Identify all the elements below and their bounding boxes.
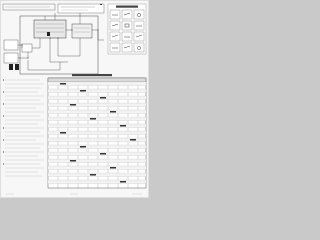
black-component-3 — [47, 32, 50, 36]
legend-panel-title-bar — [116, 6, 138, 8]
service-manual-sheet — [0, 0, 149, 198]
wiring-table-title-bar — [72, 74, 112, 76]
black-component-1 — [9, 64, 13, 70]
wiring-schematic-drawing — [0, 0, 149, 198]
schematic-header-box — [58, 4, 104, 13]
table-header-row — [48, 78, 146, 82]
component-box-left-2 — [4, 53, 18, 63]
legend-panel — [108, 4, 146, 54]
black-component-2 — [15, 64, 19, 70]
component-box-mid — [22, 44, 32, 52]
component-box-left — [4, 40, 18, 50]
relay-block — [72, 24, 92, 38]
